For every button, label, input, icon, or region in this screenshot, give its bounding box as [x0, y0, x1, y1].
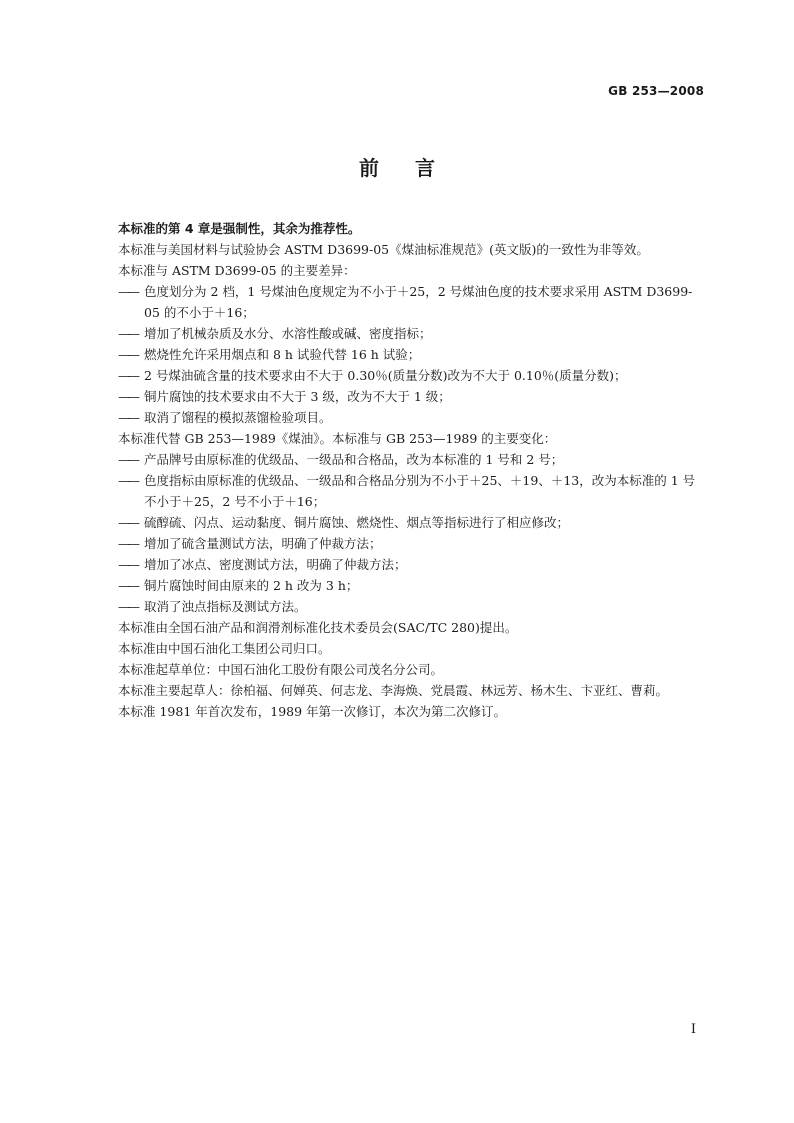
list-item-text: 燃烧性允许采用烟点和 8 h 试验代替 16 h 试验；: [144, 347, 421, 362]
list-item-text: 增加了机械杂质及水分、水溶性酸或碱、密度指标；: [144, 326, 432, 341]
list-item: [118, 470, 706, 512]
list-item: [118, 365, 706, 386]
paragraph: 本标准与 ASTM D3699-05 的主要差异：: [118, 263, 356, 278]
list-item: [118, 575, 706, 596]
list-item-text: 色度指标由原标准的优级品、一级品和合格品分别为不小于＋25、＋19、＋13，改为本标准的 1 号不小于＋25，2 号不小于＋16；: [144, 473, 696, 509]
list-item-text: 取消了馏程的模拟蒸馏检验项目。: [144, 410, 332, 425]
list-item-text: 取消了浊点指标及测试方法。: [144, 599, 307, 614]
paragraph: 本标准主要起草人：徐柏福、何婵英、何志龙、李海焕、党晨霞、林远芳、杨木生、卞亚红、曹莉。: [118, 683, 669, 698]
list-item-text: 产品牌号由原标准的优级品、一级品和合格品，改为本标准的 1 号和 2 号；: [144, 452, 564, 467]
dash-marker: ——: [118, 557, 137, 572]
dash-marker: ——: [118, 599, 137, 614]
list-item: [118, 344, 706, 365]
dash-marker: ——: [118, 578, 137, 593]
list-item: [118, 596, 706, 617]
title-char: 言: [415, 156, 435, 180]
page-number: I: [690, 1022, 696, 1037]
standard-code: GB 253—2008: [608, 84, 704, 98]
dash-marker: ——: [118, 536, 137, 551]
page-title: [0, 152, 794, 181]
dash-marker: ——: [118, 410, 137, 425]
dash-marker: ——: [118, 473, 137, 488]
dash-marker: ——: [118, 284, 137, 299]
dash-marker: ——: [118, 389, 137, 404]
list-item-text: 铜片腐蚀的技术要求由不大于 3 级，改为不大于 1 级；: [144, 389, 451, 404]
list-item-text: 铜片腐蚀时间由原来的 2 h 改为 3 h；: [144, 578, 359, 593]
list-item: [118, 323, 706, 344]
paragraph: 本标准与美国材料与试验协会 ASTM D3699-05《煤油标准规范》(英文版)的一致性为非等效。: [118, 242, 649, 257]
list-item: [118, 281, 706, 323]
list-item: [118, 407, 706, 428]
paragraph: 本标准起草单位：中国石油化工股份有限公司茂名分公司。: [118, 662, 444, 677]
paragraph: 本标准 1981 年首次发布，1989 年第一次修订，本次为第二次修订。: [118, 704, 507, 719]
list-item: [118, 386, 706, 407]
paragraph: 本标准代替 GB 253—1989《煤油》。本标准与 GB 253—1989 的主要变化：: [118, 431, 557, 446]
list-item-text: 2 号煤油硫含量的技术要求由不大于 0.30％(质量分数)改为不大于 0.10％(质量分数)；: [144, 368, 627, 383]
title-char: 前: [359, 156, 379, 180]
foreword-body: [118, 218, 706, 722]
paragraph: 本标准由全国石油产品和润滑剂标准化技术委员会(SAC/TC 280)提出。: [118, 620, 518, 635]
list-item: [118, 449, 706, 470]
paragraph: 本标准的第 4 章是强制性，其余为推荐性。: [118, 221, 361, 236]
dash-marker: ——: [118, 368, 137, 383]
list-item: [118, 533, 706, 554]
dash-marker: ——: [118, 515, 137, 530]
dash-marker: ——: [118, 326, 137, 341]
dash-marker: ——: [118, 452, 137, 467]
list-item-text: 增加了冰点、密度测试方法，明确了仲裁方法；: [144, 557, 407, 572]
list-item-text: 色度划分为 2 档，1 号煤油色度规定为不小于＋25，2 号煤油色度的技术要求采用 ASTM D3699-05 的不小于＋16；: [144, 284, 693, 320]
list-item: [118, 512, 706, 533]
list-item: [118, 554, 706, 575]
list-item-text: 硫醇硫、闪点、运动黏度、铜片腐蚀、燃烧性、烟点等指标进行了相应修改；: [144, 515, 570, 530]
dash-marker: ——: [118, 347, 137, 362]
paragraph: 本标准由中国石油化工集团公司归口。: [118, 641, 331, 656]
list-item-text: 增加了硫含量测试方法，明确了仲裁方法；: [144, 536, 382, 551]
